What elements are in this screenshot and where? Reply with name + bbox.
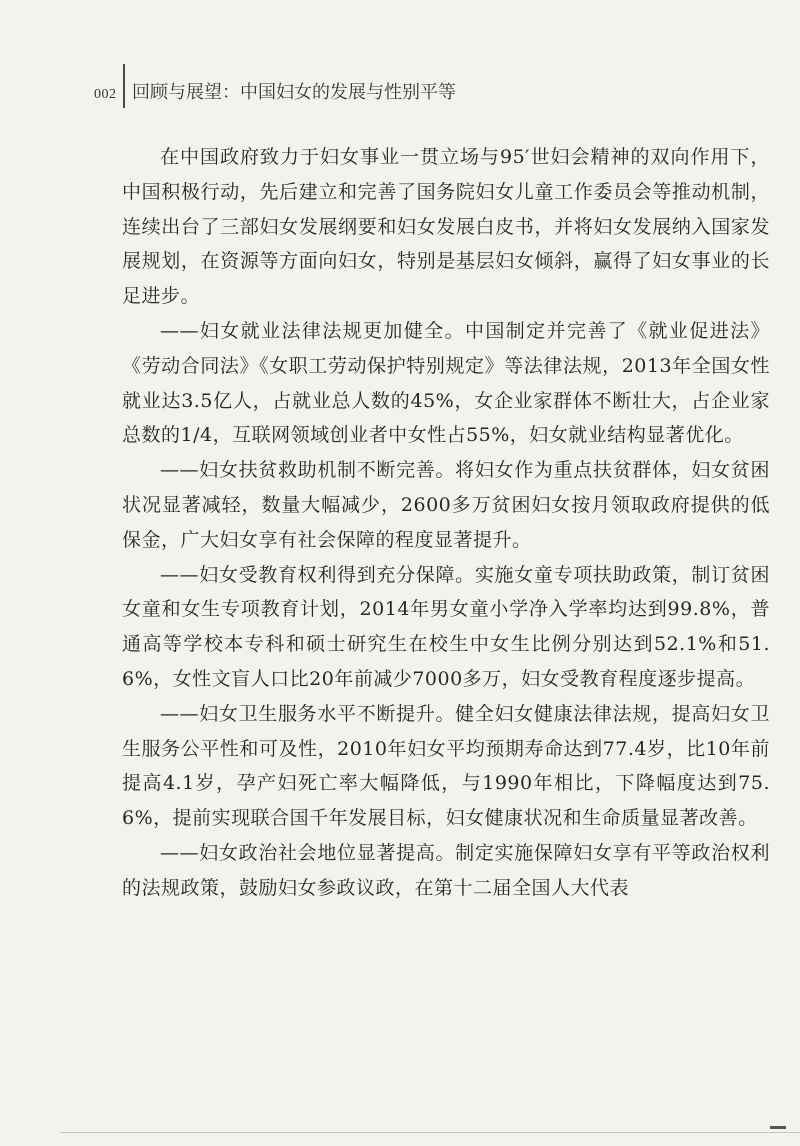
paragraph-politics: ——妇女政治社会地位显著提高。制定实施保障妇女享有平等政治权利的法规政策，鼓励妇女参政议政，在第十二届全国人大代表 <box>122 841 770 899</box>
paragraph-intro: 在中国政府致力于妇女事业一贯立场与95′世妇会精神的双向作用下，中国积极行动，先后建立和完善了国务院妇女儿童工作委员会等推动机制，连续出台了三部妇女发展纲要和妇女发展白皮书，并将妇女发展纳入国家发展规划，在资源等方面向妇女，特别是基层妇女倾斜，赢得了妇女事业的长足进步。 <box>122 146 770 308</box>
bottom-edge-line <box>60 1132 800 1133</box>
body-text <box>122 140 770 906</box>
page-number: 002 <box>94 87 117 102</box>
header-divider <box>123 64 125 108</box>
page-header <box>94 64 774 108</box>
bottom-edge-mark <box>770 1126 786 1129</box>
paragraph-employment: ——妇女就业法律法规更加健全。中国制定并完善了《就业促进法》《劳动合同法》《女职工劳动保护特别规定》等法律法规，2013年全国女性就业达3.5亿人，占就业总人数的45%，女企业家群体不断壮大，占企业家总数的1/4，互联网领域创业者中女性占55%，妇女就业结构显著优化。 <box>122 319 770 447</box>
paragraph-health: ——妇女卫生服务水平不断提升。健全妇女健康法律法规，提高妇女卫生服务公平性和可及性，2010年妇女平均预期寿命达到77.4岁，比10年前提高4.1岁，孕产妇死亡率大幅降低，与1990年相比，下降幅度达到75.6%，提前实现联合国千年发展目标，妇女健康状况和生命质量显著改善。 <box>122 702 770 830</box>
paragraph-education: ——妇女受教育权利得到充分保障。实施女童专项扶助政策，制订贫困女童和女生专项教育计划，2014年男女童小学净入学率均达到99.8%，普通高等学校本专科和硕士研究生在校生中女生比例分别达到52.1%和51.6%，女性文盲人口比20年前减少7000多万，妇女受教育程度逐步提高。 <box>122 563 770 690</box>
running-title: 回顾与展望：中国妇女的发展与性别平等 <box>132 82 456 103</box>
paragraph-poverty-relief: ——妇女扶贫救助机制不断完善。将妇女作为重点扶贫群体，妇女贫困状况显著减轻，数量大幅减少，2600多万贫困妇女按月领取政府提供的低保金，广大妇女享有社会保障的程度显著提升。 <box>122 459 770 551</box>
